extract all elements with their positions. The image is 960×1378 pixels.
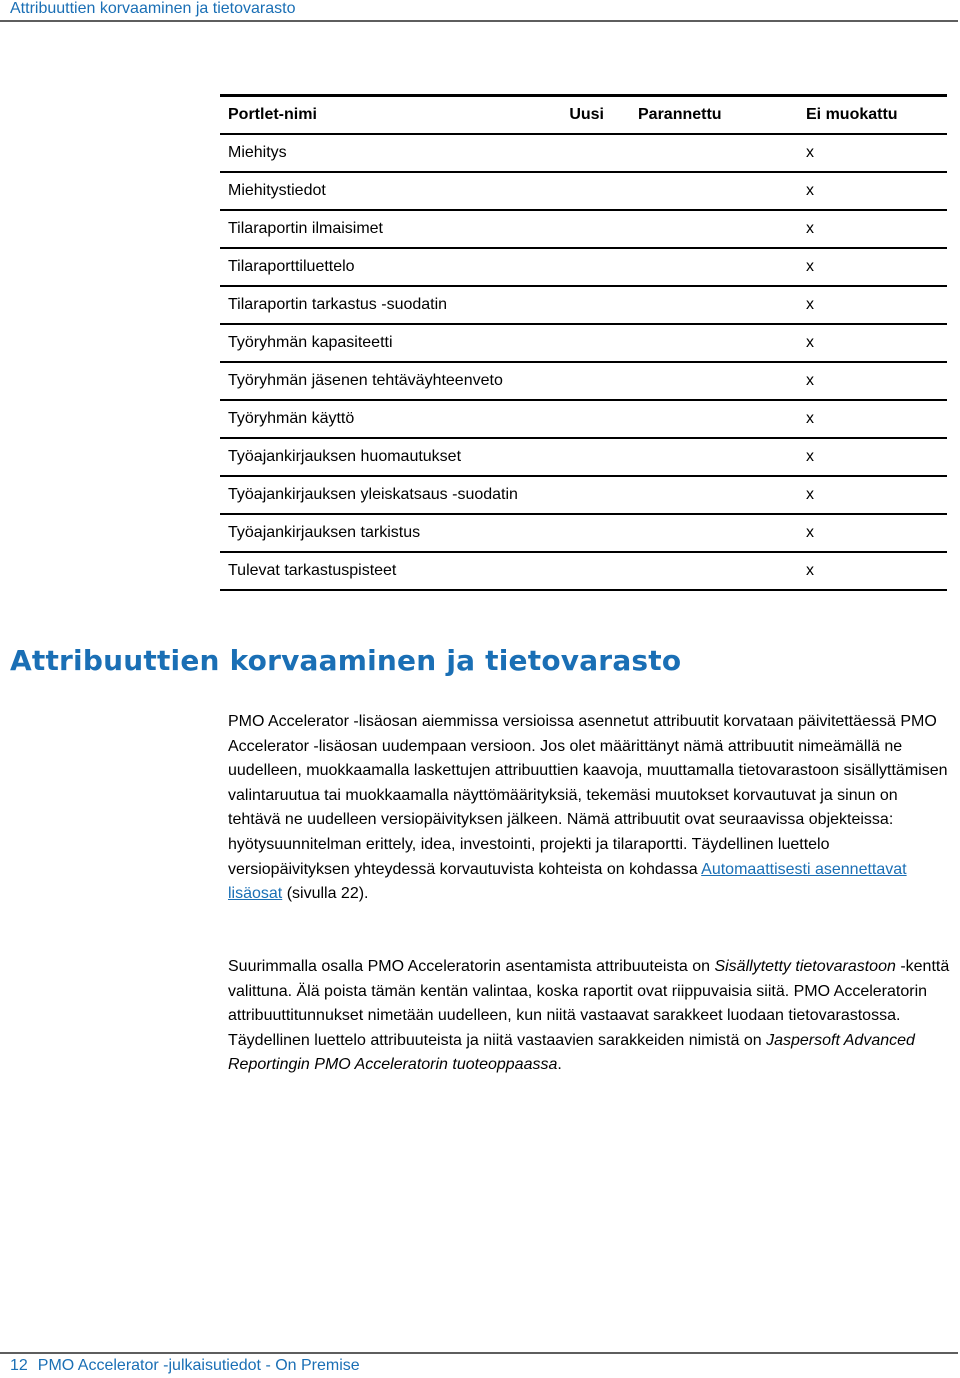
cell-unmodified: x (795, 286, 947, 324)
cell-portlet-name: Tulevat tarkastuspisteet (220, 552, 550, 590)
cell-portlet-name: Työajankirjauksen tarkistus (220, 514, 550, 552)
cell-portlet-name: Työryhmän kapasiteetti (220, 324, 550, 362)
cell-improved (630, 362, 795, 400)
paragraph-text: (sivulla 22). (282, 885, 369, 903)
cell-improved (630, 248, 795, 286)
portlet-table (220, 94, 947, 591)
cell-portlet-name: Työajankirjauksen yleiskatsaus -suodatin (220, 476, 550, 514)
cell-improved (630, 514, 795, 552)
cell-improved (630, 324, 795, 362)
paragraph-text: -kenttä valittuna. Älä poista tämän kentän valintaa, koska raportit ovat riippuvaisia siitä. PMO Acceleratorin attribuuttitunnukset nimetään uudelleen, kun niitä vastaavat sarakkeet luodaan tietovarastossa. Täydellinen luettelo attribuuteista ja niitä vastaavien sarakkeiden nimistä on (228, 958, 950, 1049)
paragraph-attribute-replacement (228, 710, 950, 907)
table-header-row (220, 96, 947, 134)
cell-portlet-name: Työryhmän jäsenen tehtäväyhteenveto (220, 362, 550, 400)
table-row (220, 400, 947, 438)
cell-unmodified: x (795, 362, 947, 400)
column-header-portlet-name: Portlet-nimi (220, 96, 550, 134)
cell-portlet-name: Miehitys (220, 134, 550, 172)
cell-unmodified: x (795, 552, 947, 590)
header-rule (0, 20, 958, 22)
footer-rule (0, 1352, 958, 1354)
cell-improved (630, 172, 795, 210)
column-header-unmodified: Ei muokattu (795, 96, 947, 134)
cell-improved (630, 476, 795, 514)
cell-new (550, 210, 630, 248)
table-row (220, 134, 947, 172)
cell-new (550, 552, 630, 590)
table-row (220, 172, 947, 210)
cell-portlet-name: Miehitystiedot (220, 172, 550, 210)
cell-new (550, 514, 630, 552)
paragraph-text: PMO Accelerator -lisäosan aiemmissa versioissa asennetut attribuutit korvataan päivitettäessä PMO Accelerator -lisäosan uudempaan versioon. Jos olet määrittänyt nämä attribuutit nimeämällä ne uudelleen, muokkaamalla laskettujen attribuuttien kaavoja, muuttamalla tietovarastoon sisällyttämisen valintaruutua tai muokkaamalla näyttömäärityksiä, tekemäsi muutokset korvautuvat ja sinun on tehtävä ne uudelleen versiopäivityksen jälkeen. Nämä attribuutit ovat seuraavissa objekteissa: hyötysuunnitelman erittely, idea, investointi, projekti ja tilaraportti. Täydellinen luettelo versiopäivityksen yhteydessä korvautuvista kohteista on kohdassa (228, 713, 948, 878)
cell-improved (630, 210, 795, 248)
section-title: Attribuuttien korvaaminen ja tietovarasto (10, 644, 682, 677)
cell-portlet-name: Tilaraportin ilmaisimet (220, 210, 550, 248)
column-header-new: Uusi (550, 96, 630, 134)
cell-new (550, 438, 630, 476)
cell-new (550, 400, 630, 438)
auto-installed-addons-link[interactable]: Automaattisesti asennettavat lisäosat (228, 860, 907, 903)
cell-new (550, 248, 630, 286)
cell-unmodified: x (795, 248, 947, 286)
table-row (220, 210, 947, 248)
guide-title-italic: Jaspersoft Advanced Reportingin PMO Acceleratorin tuoteoppaassa (228, 1031, 915, 1074)
paragraph-text: . (557, 1056, 562, 1074)
cell-new (550, 172, 630, 210)
table-row (220, 248, 947, 286)
paragraph-text: Suurimmalla osalla PMO Acceleratorin asentamista attribuuteista on (228, 958, 715, 975)
cell-unmodified: x (795, 134, 947, 172)
cell-unmodified: x (795, 476, 947, 514)
cell-portlet-name: Tilaraporttiluettelo (220, 248, 550, 286)
cell-improved (630, 552, 795, 590)
cell-unmodified: x (795, 514, 947, 552)
cell-unmodified: x (795, 438, 947, 476)
table-row (220, 438, 947, 476)
cell-unmodified: x (795, 172, 947, 210)
cell-unmodified: x (795, 400, 947, 438)
table-row (220, 476, 947, 514)
cell-portlet-name: Työryhmän käyttö (220, 400, 550, 438)
cell-improved (630, 400, 795, 438)
footer-title: PMO Accelerator -julkaisutiedot - On Premise (37, 1357, 360, 1374)
cell-new (550, 362, 630, 400)
cell-new (550, 324, 630, 362)
table-row (220, 552, 947, 590)
column-header-improved: Parannettu (630, 96, 795, 134)
cell-improved (630, 438, 795, 476)
table-row (220, 514, 947, 552)
cell-new (550, 476, 630, 514)
cell-portlet-name: Tilaraportin tarkastus -suodatin (220, 286, 550, 324)
table-body (220, 134, 947, 590)
cell-improved (630, 286, 795, 324)
table-row (220, 286, 947, 324)
cell-new (550, 286, 630, 324)
table-row (220, 324, 947, 362)
table-row (220, 362, 947, 400)
paragraph-data-warehouse (228, 955, 950, 1078)
cell-portlet-name: Työajankirjauksen huomautukset (220, 438, 550, 476)
running-footer (10, 1355, 360, 1377)
cell-unmodified: x (795, 210, 947, 248)
cell-unmodified: x (795, 324, 947, 362)
cell-improved (630, 134, 795, 172)
cell-new (550, 134, 630, 172)
field-name-italic: Sisällytetty tietovarastoon (714, 958, 896, 975)
running-header: Attribuuttien korvaaminen ja tietovarasto (10, 0, 296, 17)
page-number: 12 (10, 1357, 28, 1374)
